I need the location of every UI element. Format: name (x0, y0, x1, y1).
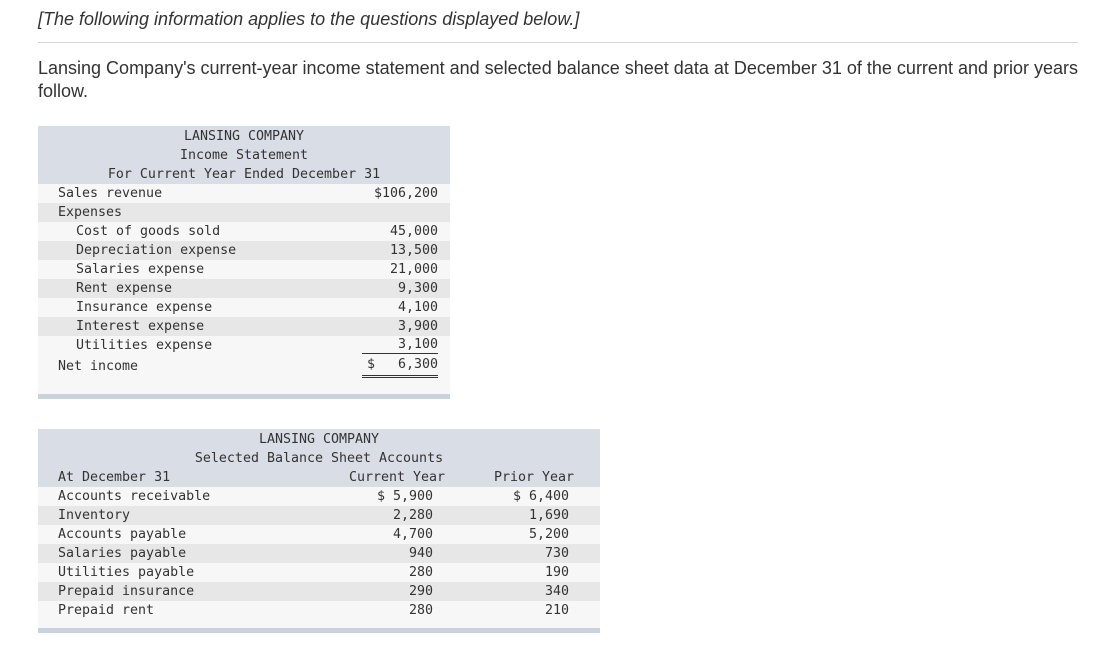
balance-sheet-table (38, 429, 600, 633)
expense-value: 4,100 (397, 300, 438, 315)
expense-row (38, 298, 450, 317)
balance-row (38, 525, 600, 544)
income-statement-header (38, 126, 450, 184)
spacer-row (38, 379, 450, 394)
expense-label: Rent expense (76, 281, 173, 296)
sales-label: Sales revenue (58, 186, 163, 201)
sales-value: $106,200 (373, 186, 438, 201)
net-income-value: 6,300 (397, 357, 438, 372)
company-name: LANSING COMPANY (258, 432, 380, 447)
expense-row (38, 336, 450, 355)
balance-row (38, 487, 600, 506)
expense-value: 3,900 (397, 319, 438, 334)
expense-label: Utilities expense (76, 338, 213, 353)
net-income-label: Net income (58, 359, 139, 374)
balance-row (38, 544, 600, 563)
column-header-current: Current Year (349, 470, 446, 485)
sales-row (38, 184, 450, 203)
account-label: Salaries payable (58, 546, 187, 561)
expense-value: 9,300 (397, 281, 438, 296)
prior-year-value: 210 (544, 603, 569, 618)
balance-row (38, 506, 600, 525)
table-footer-bar (38, 394, 450, 399)
balance-sheet-header (38, 429, 600, 487)
spacer-row (38, 620, 600, 628)
expenses-heading-row (38, 203, 450, 222)
column-header-prior: Prior Year (494, 470, 575, 485)
account-label: Utilities payable (58, 565, 195, 580)
problem-paragraph: Lansing Company's current-year income statement and selected balance sheet data at December 31 of the current and prior years follow. (38, 58, 1079, 101)
expense-value: 13,500 (389, 243, 438, 258)
current-year-value: 280 (408, 603, 433, 618)
expense-row (38, 241, 450, 260)
expense-row (38, 279, 450, 298)
expense-value: 45,000 (389, 224, 438, 239)
table-footer-bar (38, 628, 600, 633)
expenses-label: Expenses (58, 205, 123, 220)
net-income-row (38, 355, 450, 379)
prior-year-value: 730 (544, 546, 569, 561)
account-label: Prepaid insurance (58, 584, 195, 599)
expense-value: 3,100 (362, 336, 438, 354)
statement-title: Income Statement (179, 148, 309, 163)
net-income-underline (362, 355, 438, 378)
expense-row (38, 317, 450, 336)
prior-year-value: 340 (544, 584, 569, 599)
balance-row (38, 563, 600, 582)
prior-year-value: 190 (544, 565, 569, 580)
balance-row (38, 582, 600, 601)
statement-period: For Current Year Ended December 31 (107, 167, 381, 182)
current-year-value: $ 5,900 (376, 489, 433, 504)
balance-row (38, 601, 600, 620)
expense-value: 21,000 (389, 262, 438, 277)
expense-label: Cost of goods sold (76, 224, 221, 239)
current-year-value: 4,700 (392, 527, 433, 542)
income-statement-table (38, 126, 450, 399)
expense-row (38, 260, 450, 279)
current-year-value: 2,280 (392, 508, 433, 523)
account-label: Accounts payable (58, 527, 187, 542)
divider (38, 42, 1078, 43)
balance-sheet-title: Selected Balance Sheet Accounts (194, 451, 444, 466)
column-header-row (38, 468, 600, 487)
net-income-currency: $ (367, 357, 376, 372)
prior-year-value: 1,690 (528, 508, 569, 523)
account-label: Prepaid rent (58, 603, 155, 618)
expense-label: Depreciation expense (76, 243, 237, 258)
expense-label: Salaries expense (76, 262, 205, 277)
current-year-value: 940 (408, 546, 433, 561)
current-year-value: 290 (408, 584, 433, 599)
expense-label: Insurance expense (76, 300, 213, 315)
account-label: Accounts receivable (58, 489, 211, 504)
company-name: LANSING COMPANY (183, 129, 305, 144)
current-year-value: 280 (408, 565, 433, 580)
intro-note: [The following information applies to the questions displayed below.] (38, 9, 580, 29)
expense-label: Interest expense (76, 319, 205, 334)
column-header-label: At December 31 (58, 470, 171, 485)
prior-year-value: 5,200 (528, 527, 569, 542)
prior-year-value: $ 6,400 (512, 489, 569, 504)
account-label: Inventory (58, 508, 131, 523)
expense-row (38, 222, 450, 241)
